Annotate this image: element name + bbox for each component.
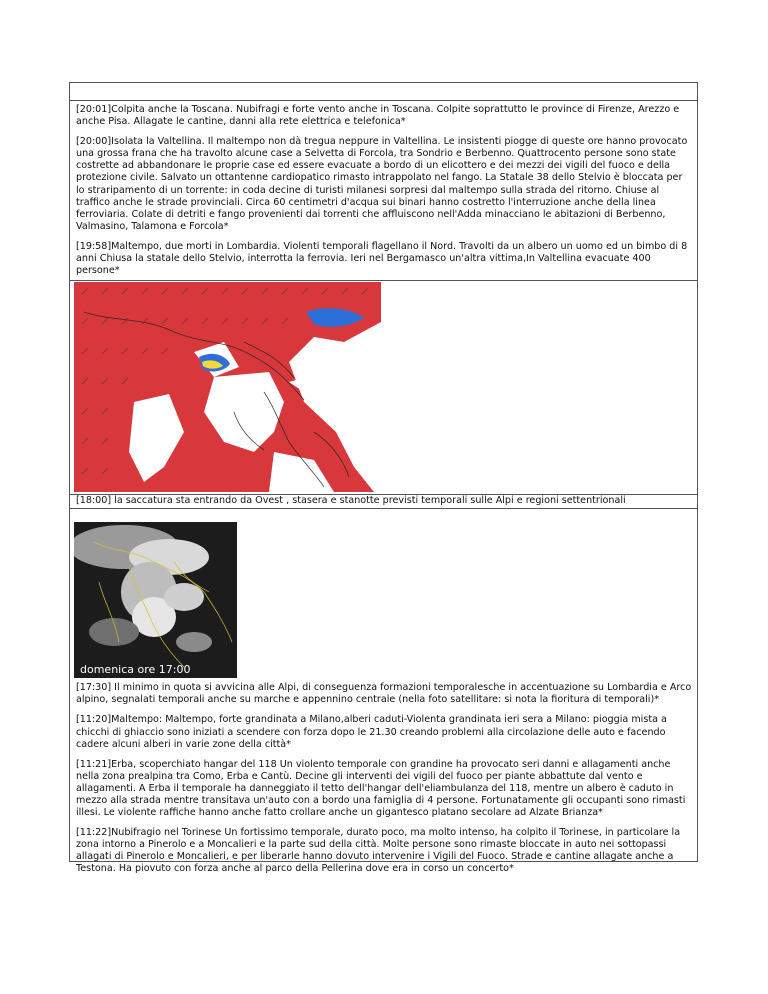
news-item: [11:22]Nubifragio nel Torinese Un fortissimo temporale, durato poco, ma molto intenso, ha colpito il Torinese, in particolare la zona intorno a Pinerolo e a Moncalieri e la parte sud della città. Molte persone sono rimaste bloccate in auto nei sottopassi allagati di Pinerolo e Moncalieri, e per liberarle hanno dovuto intervenire i Vigili del Fuoco. Strade e cantine allagate anche a Testona. Ha piovuto con forza anche al parco della Pellerina dove era in corso un concerto*: [76, 827, 681, 875]
satellite-row: [70, 509, 697, 679]
table-header-row: [70, 83, 697, 101]
news-block-top: [70, 101, 697, 281]
news-item: [19:58]Maltempo, due morti in Lombardia. Violenti temporali flagellano il Nord. Travolti da un albero un uomo ed un bimbo di 8 anni Chiusa la statale dello Stelvio, interrotta la ferrovia. Ieri nel Bergamasco un'altra vittima,In Valtellina evacuate 400 persone*: [76, 240, 688, 277]
news-item: [11:20]Maltempo: Maltempo, forte grandinata a Milano,alberi caduti-Violenta grandinata ieri sera a Milano: pioggia mista a chicchi di ghiaccio sono iniziati a scendere con forza dopo le 21.30 creando problemi alla circolazione delle auto e facendo cadere alcuni alberi in varie zone della città*: [76, 714, 667, 750]
wind-map-caption: [18:00] la saccatura sta entrando da Ovest , stasera e stanotte previsti temporali sulle Alpi e regioni settentrionali: [70, 495, 697, 509]
news-item: [20:00]Isolata la Valtellina. Il maltempo non dà tregua neppure in Valtellina. Le insistenti piogge di queste ore hanno provocato una grossa frana che ha travolto alcune case a Selvetta di Forcola, tra Sondrio e Berbenno. Quattrocento persone sono state costrette ad abbandonare le proprie case ed essere evacuate a bordo di un elicottero e dei mezzi dei vigili del fuoco e della protezione civile. Salvato un ottantenne cardiopatico rimasto intrappolato nel fango. La Statale 38 dello Stelvio è bloccata per lo straripamento di un torrente: in coda decine di turisti milanesi sorpresi dal maltempo sulla strada del ritorno. Chiuse al traffico anche le strade provinciali. Circa 60 centimetri d'acqua sui binari hanno costretto l'interruzione anche della linea ferroviaria. Colate di detriti e fango provenienti dai torrenti che affluiscono nell'Adda minacciano le abitazioni di Berbenno, Valmasino, Talamona e Forcola*: [76, 136, 688, 232]
news-block-bottom: [70, 679, 697, 878]
news-table: [69, 82, 698, 875]
satellite-timestamp-label: domenica ore 17:00: [80, 663, 191, 677]
wind-map-row: [70, 281, 697, 495]
wind-map-image: [74, 282, 381, 492]
news-item: [20:01]Colpita anche la Toscana. Nubifragi e forte vento anche in Toscana. Colpite soprattutto le province di Firenze, Arezzo e anche Pisa. Allagate le cantine, danni alla rete elettrica e telefonica*: [76, 104, 680, 128]
news-item: [11:21]Erba, scoperchiato hangar del 118 Un violento temporale con grandine ha provocato seri danni e allagamenti anche nella zona prealpina tra Como, Erba e Cantù. Decine gli interventi dei vigili del fuoco per piante abbattute dal vento e allagamenti. A Erba il temporale ha danneggiato il tetto dell'hangar dell'eliambulanza del 118, mentre un albero è caduto in mezzo alla strada mentre transitava un'auto con a bordo una famiglia di 4 persone. Fortunatamente gli occupanti sono rimasti illesi. Le violente raffiche hanno anche fatto crollare anche un gigantesco platano secolare ad Alzate Brianza*: [76, 758, 686, 819]
satellite-caption: [17:30] Il minimo in quota si avvicina alle Alpi, di conseguenza formazioni temporalesche in accentuazione su Lombardia e Arco alpino, segnalati temporali anche su marche e appennino centrale (nella foto satellitare: si nota la fioritura di temporali)*: [76, 682, 692, 706]
satellite-image: [74, 522, 237, 678]
